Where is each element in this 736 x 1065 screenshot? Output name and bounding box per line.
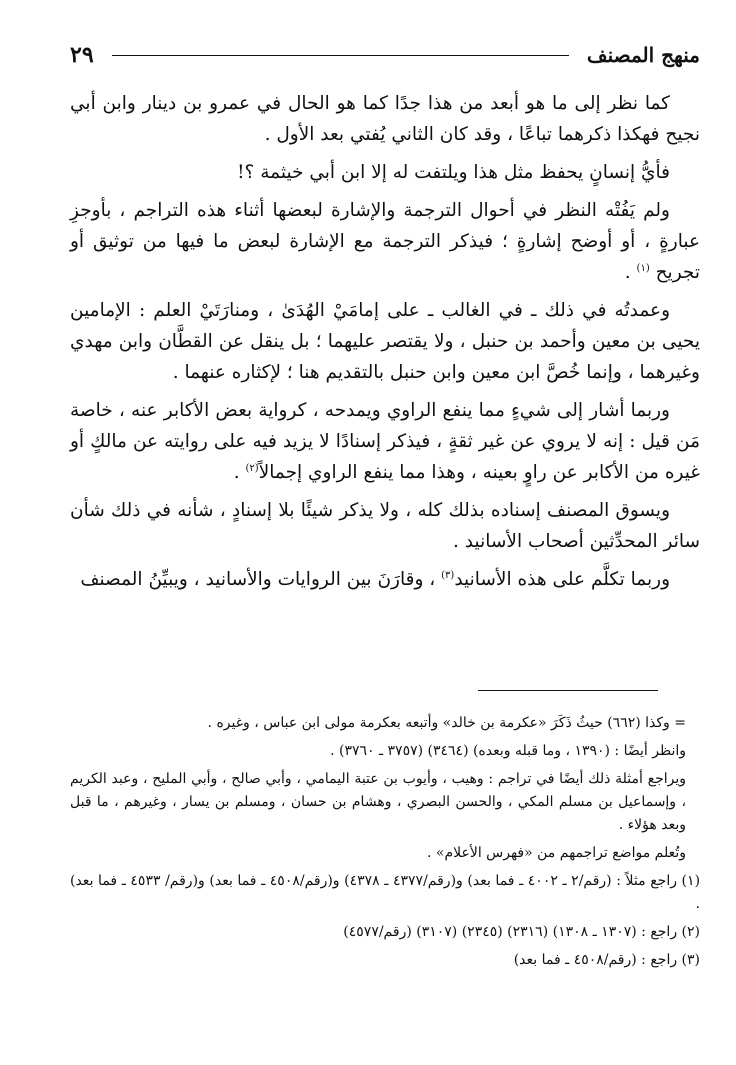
header-rule	[112, 55, 569, 56]
paragraph: وعمدتُه في ذلك ـ في الغالب ـ على إمامَيْ الهُدَىٰ ، ومنارَتَيْ العلم : الإمامين يحيى بن معين وأحمد بن حنبل ، ولا يقتصر عليهما ؛ بل ينقل عن القطَّان وابن مهدي وغيرهما ، وإنما خُصَّ ابن معين وابن حنبل بالتقديم هنا ؛ لإكثاره عنهما .	[70, 300, 700, 383]
footnote-continuation: = وكذا (٦٦٢) حيثُ ذَكَرَ «عكرمة بن خالد» وأتبعه بعكرمة مولى ابن عباس ، وغيره .	[207, 715, 686, 731]
paragraph: كما نظر إلى ما هو أبعد من هذا جدًا كما هو الحال في عمرو بن دينار وابن أبي نجيح فهكذا ذكرهما تباعًا ، وقد كان الثاني يُفتي بعد الأول .	[70, 93, 700, 145]
paragraph-text: وربما أشار إلى شيءٍ مما ينفع الراوي ويمدحه ، كرواية بعض الأكابر عنه ، خاصة مَن قيل : إنه لا يروي عن غير ثقةٍ ، فيذكر إسنادًا لا يزيد فيه على روايته عن مالكٍ أو غيره من الأكابر عن راوٍ بعينه ، وهذا مما ينفع الراوي إجمالاً	[70, 400, 700, 483]
footnote-separator	[478, 690, 658, 691]
page-header	[70, 38, 700, 72]
footnote-ref: (١)	[636, 262, 650, 274]
paragraph-text: وربما تكلَّم على هذه الأسانيد	[454, 569, 670, 590]
page-number: ٢٩	[70, 42, 94, 68]
paragraph: وربما أشار إلى شيءٍ مما ينفع الراوي ويمدحه ، كرواية بعض الأكابر عنه ، خاصة مَن قيل : إنه لا يروي عن غير ثقةٍ ، فيذكر إسنادًا لا يزيد فيه على روايته عن مالكٍ أو غيره من الأكابر عن راوٍ بعينه ، وهذا مما ينفع الراوي إجمالاً$^{(٢)}$ .	[70, 400, 700, 483]
paragraph	[70, 564, 700, 595]
footnote-continuation: وانظر أيضًا : (١٣٩٠ ، وما قبله وبعده) (٣٤٦٤) (٣٧٥٧ ـ ٣٧٦٠) .	[330, 743, 686, 759]
footnote-continuation: ويراجع أمثلة ذلك أيضًا في تراجم : وهيب ، وأيوب بن عتبة اليمامي ، وأبي صالح ، وأبي المليح ، وعبد الكريم ، وإسماعيل بن مسلم المكي ، والحسن البصري ، وهشام بن حسان ، ومسلم بن يسار ، وغيرهم ، ما قبل وبعد هؤلاء .	[70, 771, 686, 833]
footnote-ref: (٢)	[245, 462, 259, 474]
footnote: (١) راجع مثلاً : (رقم/٢ ـ ٤٠٠٢ ـ فما بعد) و(رقم/٤٣٧٧ ـ ٤٣٧٨) و(رقم/٤٥٠٨ ـ فما بعد) و(رقم/ ٤٥٣٣ ـ فما بعد) .	[70, 873, 701, 912]
main-text	[70, 88, 700, 602]
footnote: (٣) راجع : (رقم/٤٥٠٨ ـ فما بعد)	[513, 952, 700, 968]
paragraph: فأيُّ إنسانٍ يحفظ مثل هذا ويلتفت له إلا ابن أبي خيثمة ؟!	[237, 162, 670, 183]
footnote-continuation: وتُعلم مواضع تراجمهم من «فهرس الأعلام» .	[427, 845, 686, 861]
running-title: منهج المصنف	[586, 43, 700, 67]
paragraph: ولم يَفُتْه النظر في أحوال الترجمة والإشارة لبعضها أثناء هذه التراجم ، بأوجزِ عبارةٍ ، أو أوضح إشارةٍ ؛ فيذكر الترجمة مع الإشارة لبعض ما فيها من توثيق أو تجريح $^{(١)}$ .	[70, 200, 700, 283]
footnotes	[70, 712, 700, 977]
footnote-ref: (٣)	[441, 569, 455, 581]
paragraph: ويسوق المصنف إسناده بذلك كله ، ولا يذكر شيئًا بلا إسنادٍ ، شأنه في ذلك شأن سائر المحدِّثين أصحاب الأسانيد .	[70, 500, 700, 552]
paragraph-text: ولم يَفُتْه النظر في أحوال الترجمة والإشارة لبعضها أثناء هذه التراجم ، بأوجزِ عبارةٍ ، أو أوضح إشارةٍ ؛ فيذكر الترجمة مع الإشارة لبعض ما فيها من توثيق أو تجريح	[70, 200, 700, 283]
footnote: (٢) راجع : (١٣٠٧ ـ ١٣٠٨) (٢٣١٦) (٢٣٤٥) (٣١٠٧) (رقم/٤٥٧٧)	[343, 924, 700, 940]
paragraph-text: ، وقارَنَ بين الروايات والأسانيد ، ويبيِّنُ المصنف	[80, 569, 436, 590]
